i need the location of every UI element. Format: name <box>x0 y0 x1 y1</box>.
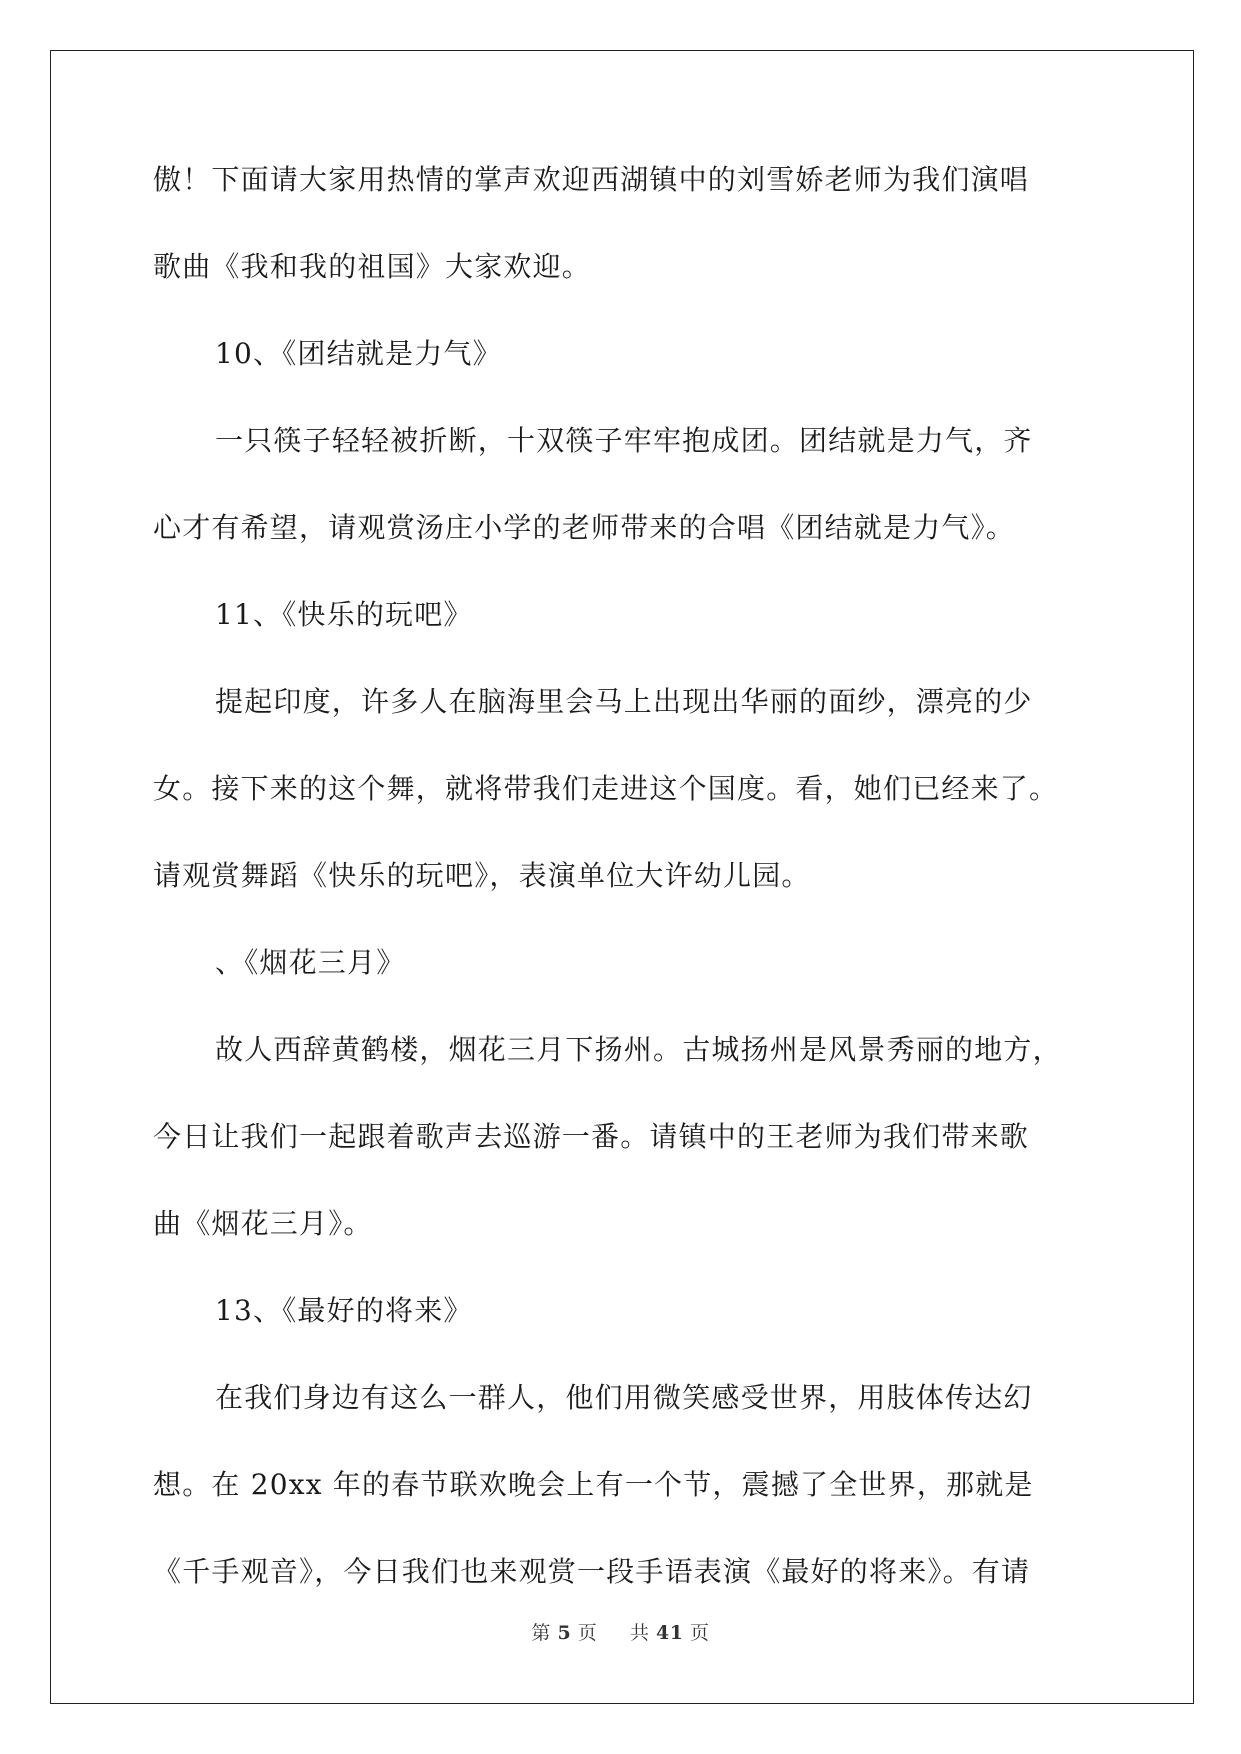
total-pages: 41 <box>656 1622 684 1644</box>
page-number: 5 <box>557 1622 572 1644</box>
text-line: 今日让我们一起跟着歌声去巡游一番。请镇中的王老师为我们带来歌 <box>153 1120 1030 1153</box>
text-line: 一只筷子轻轻被折断，十双筷子牢牢抱成团。团结就是力气，齐 <box>215 424 1033 457</box>
footer-page-suffix: 页 <box>577 1622 598 1644</box>
text-line: 请观赏舞蹈《快乐的玩吧》，表演单位大许幼儿园。 <box>153 859 811 892</box>
text-line: 傲！下面请大家用热情的掌声欢迎西湖镇中的刘雪娇老师为我们演唱 <box>153 163 1030 196</box>
text-line: 心才有希望，请观赏汤庄小学的老师带来的合唱《团结就是力气》。 <box>153 511 1016 544</box>
text-line: 故人西辞黄鹤楼，烟花三月下扬州。古城扬州是风景秀丽的地方， <box>215 1033 1062 1066</box>
document-body <box>153 165 1093 1644</box>
footer-prefix: 第 <box>531 1622 551 1644</box>
text-line: 想。在 20xx 年的春节联欢晚会上有一个节，震撼了全世界，那就是 <box>153 1468 1034 1501</box>
section-heading: 13、《最好的将来》 <box>215 1294 473 1327</box>
footer-total-prefix: 共 <box>629 1622 650 1644</box>
text-line: 《千手观音》，今日我们也来观赏一段手语表演《最好的将来》。有请 <box>153 1555 1031 1588</box>
text-line: 在我们身边有这么一群人，他们用微笑感受世界，用肢体传达幻 <box>215 1381 1033 1414</box>
section-heading: 、《烟花三月》 <box>215 946 406 979</box>
text-line: 提起印度，许多人在脑海里会马上出现出华丽的面纱，漂亮的少 <box>215 685 1033 718</box>
page-footer <box>0 1622 1241 1644</box>
footer-total-suffix: 页 <box>690 1622 710 1644</box>
section-heading: 11、《快乐的玩吧》 <box>215 598 473 631</box>
text-line: 女。接下来的这个舞，就将带我们走进这个国度。看，她们已经来了。 <box>153 772 1059 805</box>
text-line: 曲《烟花三月》。 <box>153 1207 373 1240</box>
section-heading: 10、《团结就是力气》 <box>215 337 502 370</box>
text-line: 歌曲《我和我的祖国》大家欢迎。 <box>153 250 592 283</box>
